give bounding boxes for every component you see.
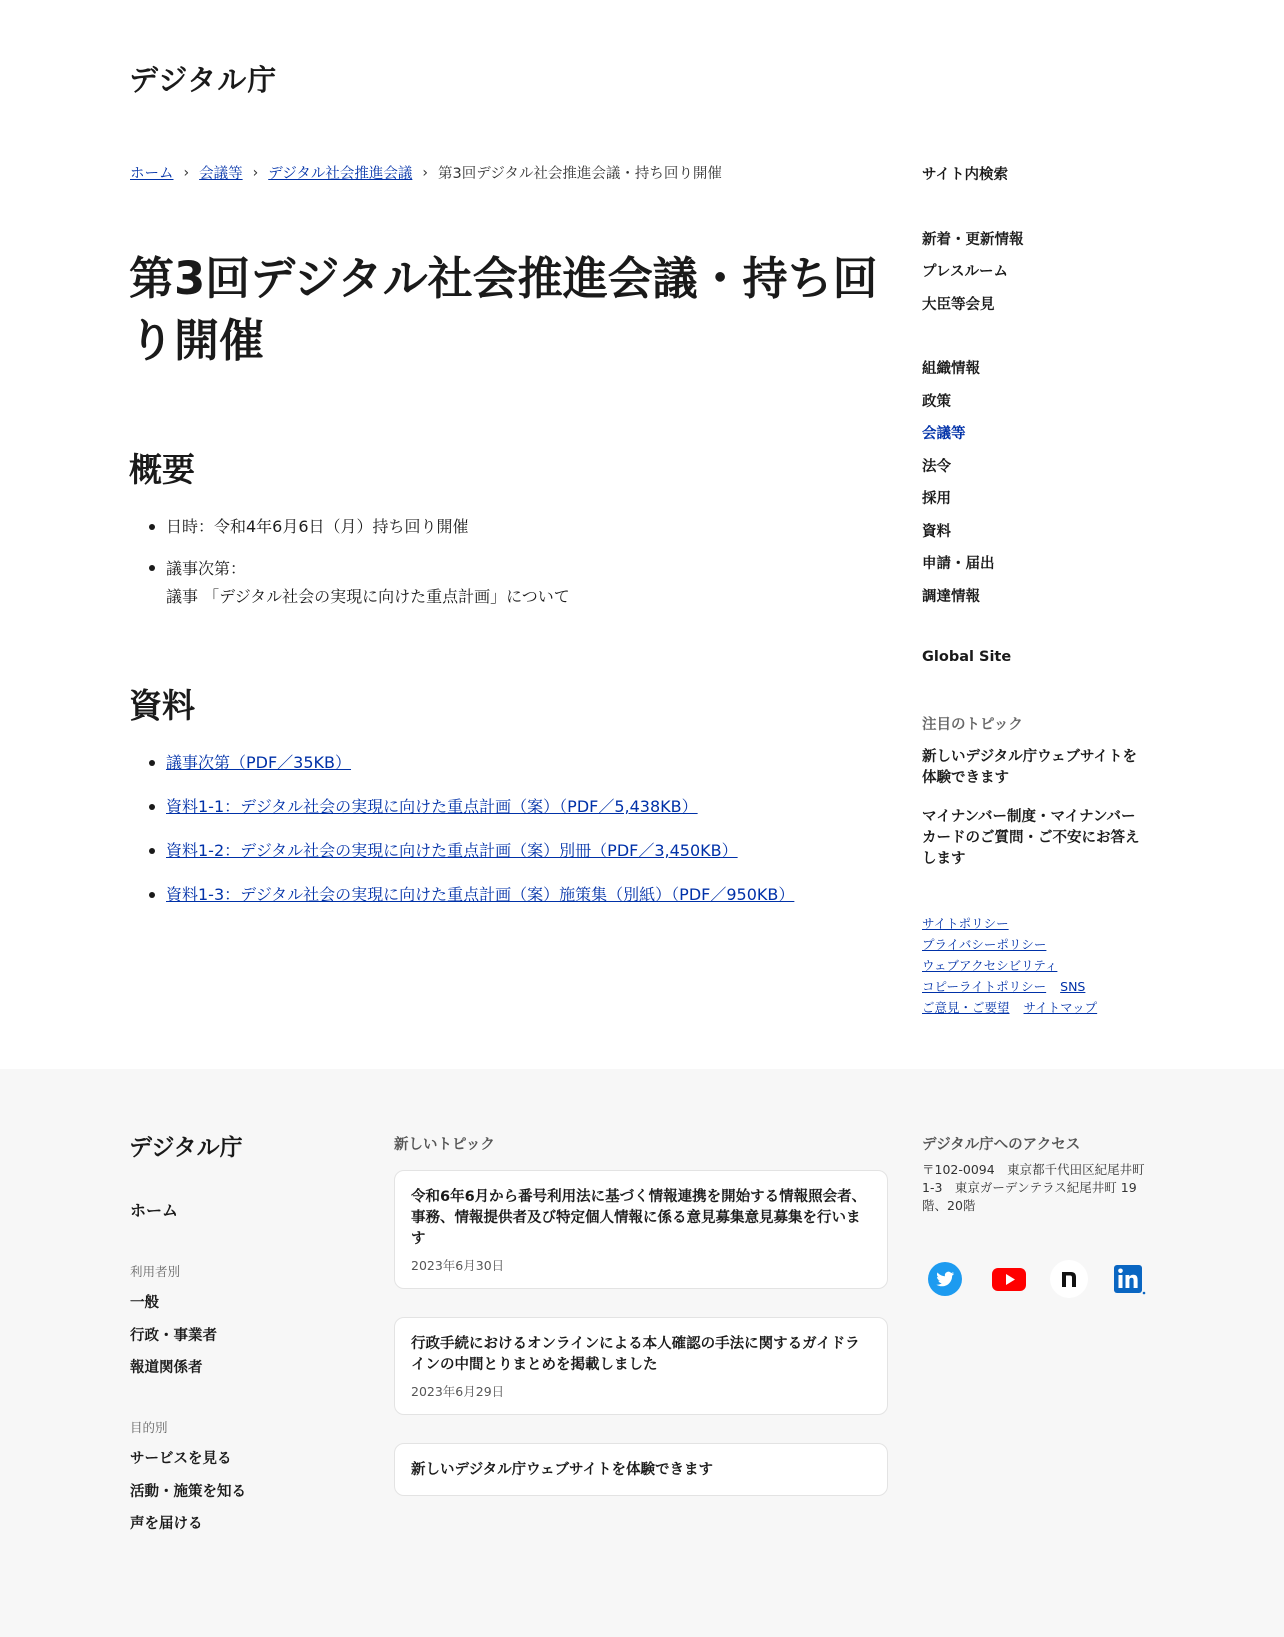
chevron-right-icon: › xyxy=(183,164,190,181)
copyright-policy-link[interactable]: コピーライトポリシー xyxy=(922,979,1047,994)
sidebar-item-laws[interactable]: 法令 xyxy=(922,459,951,475)
material-link-1-1[interactable]: 資料1-1：デジタル社会の実現に向けた重点計画（案）（PDF／5,438KB） xyxy=(166,797,698,816)
footer xyxy=(0,1069,1284,1637)
meeting-date: 日時：令和4年6月6日（月）持ち回り開催 xyxy=(166,517,469,536)
chevron-right-icon: › xyxy=(422,164,428,181)
featured-topic-link[interactable]: マイナンバー制度・マイナンバーカードのご質問・ご不安にお答えします xyxy=(922,809,1140,867)
topic-card[interactable] xyxy=(394,1443,888,1496)
site-policy-link[interactable]: サイトポリシー xyxy=(922,916,1009,931)
linkedin-icon[interactable] xyxy=(1108,1259,1148,1299)
access-address: 〒102-0094 東京都千代田区紀尾井町1-3 東京ガーデンテラス紀尾井町 19階、20階 xyxy=(922,1162,1145,1213)
breadcrumb-home[interactable]: ホーム xyxy=(130,166,174,182)
site-search-link[interactable]: サイト内検索 xyxy=(922,167,1008,183)
materials-list xyxy=(166,750,794,926)
global-site-link[interactable]: Global Site xyxy=(922,649,1012,665)
sitemap-link[interactable]: サイトマップ xyxy=(1023,1000,1098,1015)
footer-link-voice[interactable]: 声を届ける xyxy=(130,1516,203,1532)
topic-card-date: 2023年6月29日 xyxy=(411,1384,505,1399)
privacy-policy-link[interactable]: プライバシーポリシー xyxy=(922,937,1047,952)
agenda-label: 議事次第： xyxy=(166,559,247,578)
list-item xyxy=(166,514,570,558)
footer-link-activities[interactable]: 活動・施策を知る xyxy=(130,1484,246,1500)
sidebar-item-news[interactable]: 新着・更新情報 xyxy=(922,232,1024,248)
topic-card-title: 令和6年6月から番号利用法に基づく情報連携を開始する情報照会者、事務、情報提供者及び特定個人情報に係る意見募集意見募集を行います xyxy=(411,1189,867,1247)
topic-card-title: 新しいデジタル庁ウェブサイトを体験できます xyxy=(411,1462,714,1478)
list-item xyxy=(166,882,794,926)
sidebar-item-organization[interactable]: 組織情報 xyxy=(922,361,980,377)
featured-topics-heading: 注目のトピック xyxy=(922,717,1023,733)
page-title: 第3回デジタル社会推進会議・持ち回り開催 xyxy=(129,252,878,367)
sidebar-item-minister-press[interactable]: 大臣等会見 xyxy=(922,297,995,313)
footer-link-general[interactable]: 一般 xyxy=(130,1295,159,1311)
list-item xyxy=(166,555,570,611)
breadcrumb xyxy=(130,162,722,183)
breadcrumb-current: 第3回デジタル社会推進会議・持ち回り開催 xyxy=(437,166,722,182)
featured-topic-link[interactable]: 新しいデジタル庁ウェブサイトを体験できます xyxy=(922,749,1138,786)
footer-logo[interactable]: デジタル庁 xyxy=(129,1135,243,1161)
breadcrumb-meetings[interactable]: 会議等 xyxy=(199,166,243,182)
overview-list xyxy=(166,514,570,611)
twitter-icon[interactable] xyxy=(925,1259,965,1299)
sidebar-item-applications[interactable]: 申請・届出 xyxy=(922,556,995,572)
topic-card-title: 行政手続におけるオンラインによる本人確認の手法に関するガイドラインの中間とりまとめを掲載しました xyxy=(411,1336,860,1373)
chevron-right-icon: › xyxy=(252,164,259,181)
sidebar-item-recruitment[interactable]: 採用 xyxy=(922,491,951,507)
material-link-1-3[interactable]: 資料1-3：デジタル社会の実現に向けた重点計画（案）施策集（別紙）（PDF／950KB） xyxy=(166,885,795,904)
breadcrumb-digital-society-council[interactable]: デジタル社会推進会議 xyxy=(268,166,413,182)
list-item xyxy=(166,838,794,882)
list-item xyxy=(166,794,794,838)
sidebar-item-procurement[interactable]: 調達情報 xyxy=(922,589,980,605)
access-heading: デジタル庁へのアクセス xyxy=(922,1137,1081,1153)
note-icon[interactable] xyxy=(1049,1259,1089,1299)
footer-by-user-label: 利用者別 xyxy=(130,1264,181,1279)
site-logo[interactable]: デジタル庁 xyxy=(129,63,278,97)
agenda-item: 議事 「デジタル社会の実現に向けた重点計画」について xyxy=(166,587,570,606)
footer-by-purpose-label: 目的別 xyxy=(130,1420,168,1435)
footer-link-press[interactable]: 報道関係者 xyxy=(130,1360,203,1376)
topic-card-date: 2023年6月30日 xyxy=(411,1258,505,1273)
sidebar-item-meetings[interactable]: 会議等 xyxy=(922,426,966,442)
footer-home-link[interactable]: ホーム xyxy=(130,1201,179,1220)
footer-link-business[interactable]: 行政・事業者 xyxy=(130,1328,217,1344)
sidebar-item-press-room[interactable]: プレスルーム xyxy=(922,264,1008,280)
sidebar-item-resources[interactable]: 資料 xyxy=(922,524,951,540)
feedback-link[interactable]: ご意見・ご要望 xyxy=(922,1000,1010,1015)
material-link-agenda[interactable]: 議事次第（PDF／35KB） xyxy=(166,753,352,772)
accessibility-link[interactable]: ウェブアクセシビリティ xyxy=(922,958,1058,973)
list-item xyxy=(166,750,794,794)
sns-link[interactable]: SNS xyxy=(1060,979,1086,994)
material-link-1-2[interactable]: 資料1-2：デジタル社会の実現に向けた重点計画（案）別冊（PDF／3,450KB） xyxy=(166,841,738,860)
sidebar-item-policy[interactable]: 政策 xyxy=(922,394,951,410)
footer-link-services[interactable]: サービスを見る xyxy=(130,1451,232,1467)
topic-card[interactable] xyxy=(394,1317,888,1415)
overview-heading: 概要 xyxy=(129,450,195,489)
topic-card[interactable] xyxy=(394,1170,888,1289)
youtube-icon[interactable] xyxy=(989,1259,1029,1299)
materials-heading: 資料 xyxy=(129,686,195,725)
new-topics-heading: 新しいトピック xyxy=(394,1137,495,1153)
